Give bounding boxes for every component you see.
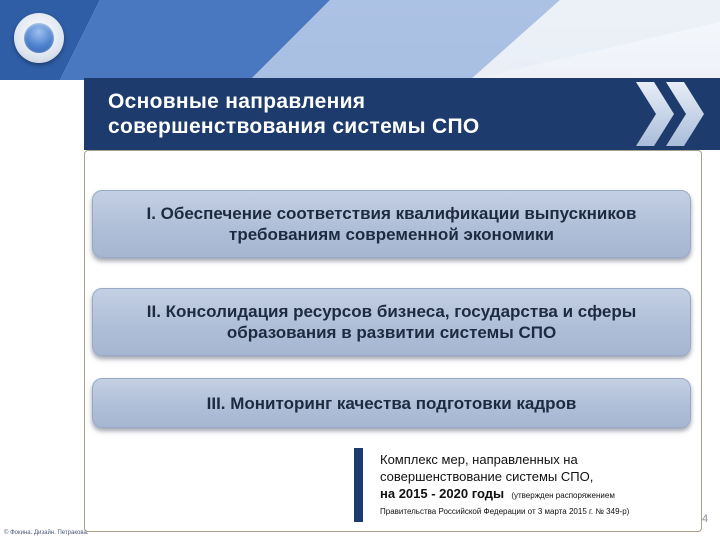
measures-note-line-1: Комплекс мер, направленных на xyxy=(380,452,578,467)
logo-button-inner xyxy=(24,23,54,53)
header-band xyxy=(0,0,720,80)
direction-card-2-text xyxy=(147,301,637,343)
direction-card-2 xyxy=(92,288,691,356)
note-accent-bar xyxy=(354,448,363,522)
direction-card-3-line-1: III. Мониторинг качества подготовки кадров xyxy=(206,393,577,413)
measures-note-line-2: совершенствование системы СПО, xyxy=(380,469,594,484)
direction-card-3-text xyxy=(207,393,577,414)
measures-note-decree: Правительства Российской Федерации от 3 марта 2015 г. № 349-р) xyxy=(380,507,630,516)
measures-note-line-3 xyxy=(380,485,700,504)
logo-button-icon xyxy=(14,13,64,63)
page-title-line-2: совершенствования системы СПО xyxy=(108,115,480,138)
measures-note-approval: (утвержден распоряжением xyxy=(511,491,615,500)
direction-card-2-line-1: II. Консолидация ресурсов бизнеса, государства и сферы xyxy=(146,302,637,321)
direction-card-2-line-2: образования в развитии системы СПО xyxy=(226,323,557,342)
page-title xyxy=(108,89,479,139)
double-chevron-icon xyxy=(632,80,712,148)
measures-note xyxy=(380,451,700,518)
copyright-text: © Фокина. Дизайн. Петракова. xyxy=(4,530,89,536)
direction-card-1-line-1: I. Обеспечение соответствия квалификации выпускников xyxy=(146,204,637,223)
direction-card-1 xyxy=(92,190,691,258)
title-bar xyxy=(84,78,720,150)
page-number: 4 xyxy=(702,513,709,525)
page-title-line-1: Основные направления xyxy=(108,90,366,113)
direction-card-3 xyxy=(92,378,691,428)
measures-note-main xyxy=(380,451,700,504)
direction-card-1-line-2: требованиям современной экономики xyxy=(229,225,554,244)
header-band-shapes xyxy=(0,0,720,80)
measures-note-years: на 2015 - 2020 годы xyxy=(380,486,505,501)
direction-card-1-text xyxy=(147,203,637,245)
